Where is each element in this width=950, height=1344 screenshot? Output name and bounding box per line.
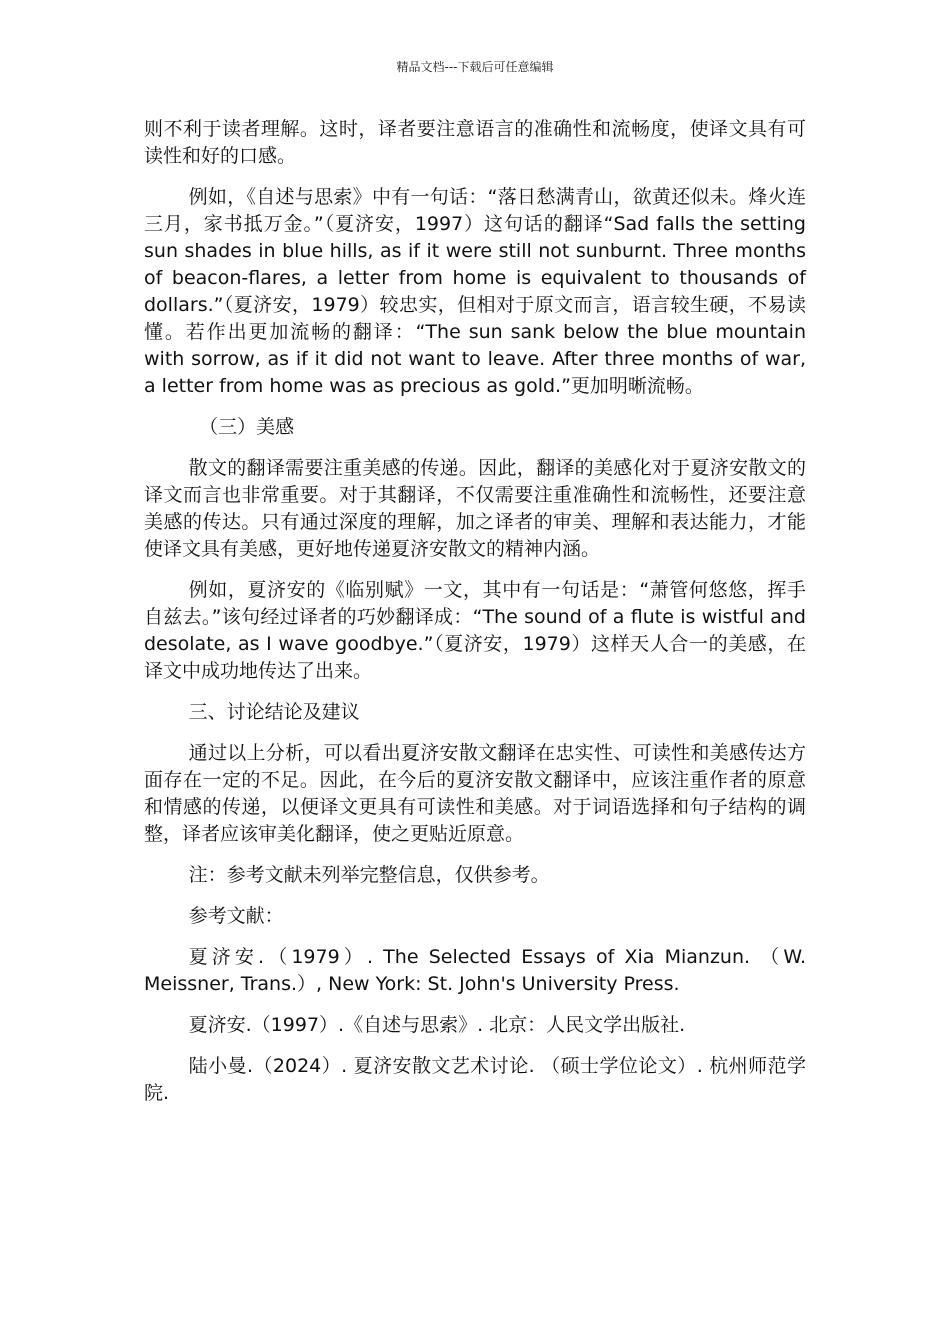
- page-header: 精品文档---下载后可任意编辑: [396, 60, 554, 74]
- paragraph-example-2: 例如，夏济安的《临别赋》一文，其中有一句话是：“萧管何悠悠，挥手自兹去。”该句经过译者的巧妙翻译成：“The sound of a flute is wistful and desolate, as I wave goodbye.”（夏济安，1979）这样天人合一的美感，在译文中成功地传达了出来。: [144, 579, 806, 682]
- document-body: [144, 116, 806, 1121]
- reference-item: 陆小曼.（2024）. 夏济安散文艺术讨论. （硕士学位论文）. 杭州师范学院.: [144, 1055, 806, 1104]
- references-title: 参考文献：: [188, 905, 284, 927]
- paragraph-example-1: 例如，《自述与思索》中有一句话：“落日愁满青山，欲黄还似未。烽火连三月，家书抵万金。”（夏济安，1997）这句话的翻译“Sad falls the setting sun shades in blue hills, as if it were still not sunburnt. Three months of beacon-flares, a letter from home is equivalent to thousands of dollars.”（夏济安，1979）较忠实，但相对于原文而言，语言较生硬，不易读懂。若作出更加流畅的翻译：“The sun sank below the blue mountain with sorrow, as if it did not want to leave. After three months of war, a letter from home was as precious as gold.”更加明晰流畅。: [144, 186, 806, 397]
- chapter-title-conclusion: 三、讨论结论及建议: [188, 701, 360, 723]
- paragraph-conclusion: 通过以上分析，可以看出夏济安散文翻译在忠实性、可读性和美感传达方面存在一定的不足。因此，在今后的夏济安散文翻译中，应该注重作者的原意和情感的传递，以便译文更具有可读性和美感。对于词语选择和句子结构的调整，译者应该审美化翻译，使之更贴近原意。: [144, 742, 806, 845]
- note-line: 注：参考文献未列举完整信息，仅供参考。: [188, 864, 550, 886]
- paragraph-readability-end: 则不利于读者理解。这时，译者要注意语言的准确性和流畅度，使译文具有可读性和好的口感。: [144, 118, 806, 167]
- section-title-aesthetics: （三）美感: [199, 416, 295, 438]
- reference-item: 夏济安.（1979）. The Selected Essays of Xia Mianzun. （W. Meissner, Trans.）, New York: St. John's University Press.: [144, 946, 806, 995]
- paragraph-aesthetics: 散文的翻译需要注重美感的传递。因此，翻译的美感化对于夏济安散文的译文而言也非常重要。对于其翻译，不仅需要注重准确性和流畅性，还要注意美感的传达。只有通过深度的理解，加之译者的审美、理解和表达能力，才能使译文具有美感，更好地传递夏济安散文的精神内涵。: [144, 457, 806, 560]
- reference-item: 夏济安.（1997）.《自述与思索》. 北京：人民文学出版社.: [188, 1014, 686, 1036]
